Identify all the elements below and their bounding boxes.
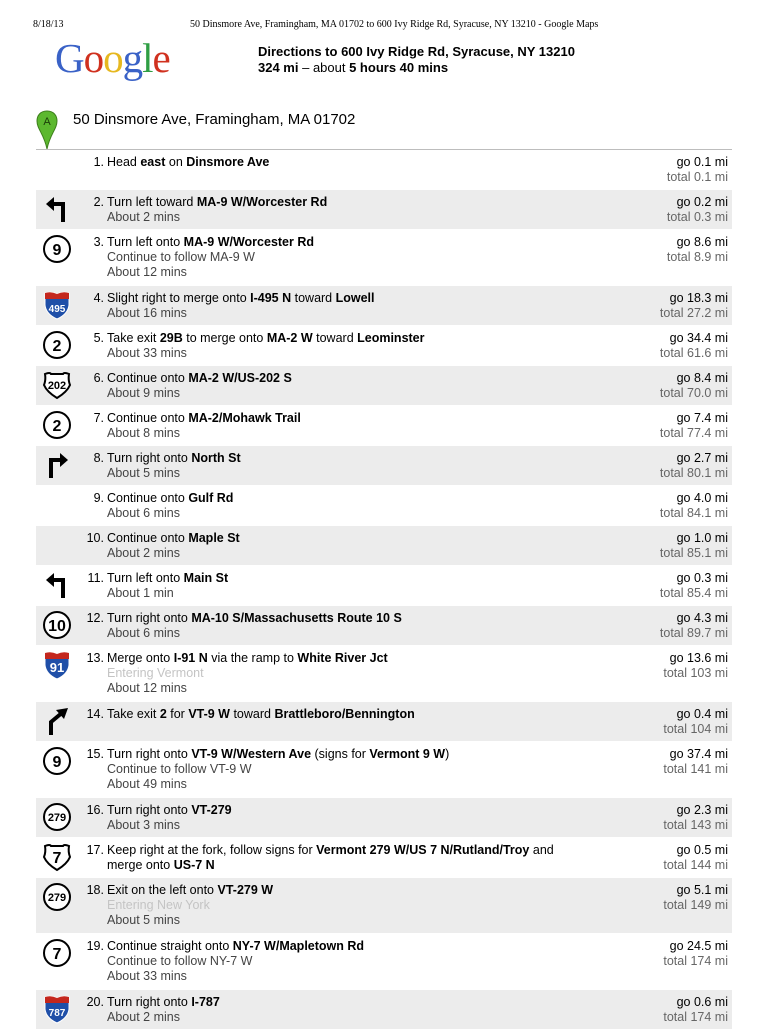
step-distance: go 37.4 mi (669, 747, 728, 761)
road-name: VT-9 W (188, 707, 230, 721)
instruction-text (107, 291, 375, 305)
instruction-fragment: Turn left toward (107, 195, 197, 209)
step-detail: Continue to follow MA-9 W (107, 250, 255, 264)
start-location (36, 108, 732, 152)
step-instruction (107, 155, 587, 170)
instruction-text (107, 411, 301, 425)
road-name: I-91 N (173, 651, 208, 665)
route-summary (258, 44, 575, 76)
marker-letter: A (43, 116, 51, 128)
step-detail: About 3 mins (107, 818, 180, 832)
route-9-shield-icon (42, 746, 72, 776)
instruction-fragment: on (165, 155, 187, 169)
instruction-text (107, 571, 228, 585)
step-instruction (107, 939, 587, 984)
step-instruction (107, 451, 587, 481)
step-number: 2. (93, 195, 104, 209)
instruction-text (107, 235, 314, 249)
road-name: MA-2/Mohawk Trail (188, 411, 301, 425)
direction-step[interactable] (36, 406, 732, 446)
instruction-fragment: Turn right onto (107, 451, 192, 465)
cumulative-distance: total 174 mi (663, 1010, 728, 1024)
logo-letter: G (55, 35, 84, 81)
step-distance: go 0.1 mi (676, 155, 728, 169)
instruction-text (107, 371, 292, 385)
direction-step[interactable] (36, 606, 732, 646)
cumulative-distance: total 85.4 mi (659, 586, 728, 600)
cumulative-distance: total 77.4 mi (659, 426, 728, 440)
instruction-text (107, 747, 449, 761)
direction-step[interactable] (36, 446, 732, 486)
road-name: I-495 N (250, 291, 292, 305)
step-instruction (107, 491, 587, 521)
step-distance: go 34.4 mi (669, 331, 728, 345)
step-number: 13. (86, 651, 104, 665)
interstate-91-shield-icon (42, 650, 72, 680)
step-distance: go 8.4 mi (676, 371, 728, 385)
step-detail: About 2 mins (107, 546, 180, 560)
total-distance: 324 mi (258, 60, 299, 75)
instruction-fragment: Turn right onto (107, 803, 192, 817)
svg-text:495: 495 (48, 304, 66, 315)
svg-text:787: 787 (48, 1008, 66, 1019)
cumulative-distance: total 149 mi (663, 898, 728, 912)
step-number: 17. (86, 843, 104, 857)
instruction-fragment: Slight right to merge onto (107, 291, 251, 305)
step-detail: About 12 mins (107, 265, 187, 279)
direction-step[interactable] (36, 566, 732, 606)
instruction-fragment: toward (312, 331, 358, 345)
print-title: 50 Dinsmore Ave, Framingham, MA 01702 to 600 Ivy Ridge Rd, Syracuse, NY 13210 - Google Maps (190, 19, 599, 30)
instruction-fragment: and merge onto (107, 843, 554, 872)
svg-text:10: 10 (48, 618, 66, 635)
direction-step[interactable] (36, 646, 732, 702)
svg-text:202: 202 (47, 380, 67, 392)
instruction-fragment: Continue onto (107, 531, 189, 545)
step-number: 15. (86, 747, 104, 761)
instruction-text (107, 531, 240, 545)
step-detail: Continue to follow VT-9 W (107, 762, 252, 776)
route-7-shield-icon (42, 938, 72, 968)
step-instruction (107, 707, 587, 722)
road-name: US-7 N (173, 858, 215, 872)
road-name: MA-10 S/Massachusetts Route 10 S (191, 611, 402, 625)
step-number: 7. (93, 411, 104, 425)
step-instruction (107, 331, 587, 361)
step-number: 12. (86, 611, 104, 625)
svg-text:2: 2 (52, 338, 62, 355)
instruction-text (107, 803, 232, 817)
step-distance: go 0.4 mi (676, 707, 728, 721)
road-name: Maple St (188, 531, 240, 545)
road-name: MA-9 W/Worcester Rd (196, 195, 328, 209)
cumulative-distance: total 70.0 mi (659, 386, 728, 400)
step-instruction (107, 195, 587, 225)
road-name: Lowell (335, 291, 375, 305)
step-distance: go 5.1 mi (676, 883, 728, 897)
step-distance: go 18.3 mi (669, 291, 728, 305)
step-detail: About 8 mins (107, 426, 180, 440)
step-instruction (107, 371, 587, 401)
instruction-fragment: Take exit (107, 707, 160, 721)
cumulative-distance: total 0.1 mi (666, 170, 728, 184)
step-instruction (107, 291, 587, 321)
road-name: east (140, 155, 166, 169)
slight-right-icon (42, 706, 72, 736)
road-name: North St (191, 451, 241, 465)
instruction-text (107, 707, 415, 721)
step-detail: Continue to follow NY-7 W (107, 954, 253, 968)
direction-step[interactable] (36, 366, 732, 406)
step-number: 19. (86, 939, 104, 953)
step-distance: go 2.3 mi (676, 803, 728, 817)
instruction-fragment: via the ramp to (207, 651, 298, 665)
route-2-shield-icon (42, 330, 72, 360)
step-number: 8. (93, 451, 104, 465)
instruction-fragment: Turn left onto (107, 571, 184, 585)
direction-step[interactable] (36, 878, 732, 934)
step-distance: go 24.5 mi (669, 939, 728, 953)
route-9-shield-icon (42, 234, 72, 264)
road-name: 2 (159, 707, 167, 721)
instruction-fragment: Merge onto (107, 651, 174, 665)
cumulative-distance: total 143 mi (663, 818, 728, 832)
road-name: Vermont 9 W (369, 747, 446, 761)
instruction-text (107, 883, 273, 897)
step-detail: About 6 mins (107, 626, 180, 640)
step-instruction (107, 883, 587, 928)
step-instruction (107, 995, 587, 1025)
instruction-fragment: Turn right onto (107, 747, 192, 761)
direction-step[interactable] (36, 838, 732, 878)
direction-step[interactable] (36, 150, 732, 190)
step-distance: go 13.6 mi (669, 651, 728, 665)
destination-heading: Directions to 600 Ivy Ridge Rd, Syracuse, NY 13210 (258, 44, 575, 59)
cumulative-distance: total 80.1 mi (659, 466, 728, 480)
step-distance: go 0.3 mi (676, 571, 728, 585)
direction-step[interactable] (36, 702, 732, 742)
route-10-shield-icon (42, 610, 72, 640)
step-detail: About 9 mins (107, 386, 180, 400)
direction-step[interactable] (36, 326, 732, 366)
direction-step[interactable] (36, 190, 732, 230)
directions-list (36, 149, 732, 1030)
interstate-495-shield-icon (42, 290, 72, 320)
instruction-fragment: Keep right at the fork, follow signs for (107, 843, 317, 857)
step-detail: About 33 mins (107, 969, 187, 983)
logo-letter: o (103, 35, 123, 81)
cumulative-distance: total 61.6 mi (659, 346, 728, 360)
road-name: MA-2 W/US-202 S (188, 371, 292, 385)
step-number: 6. (93, 371, 104, 385)
instruction-text (107, 195, 327, 209)
cumulative-distance: total 85.1 mi (659, 546, 728, 560)
instruction-fragment: Continue onto (107, 411, 189, 425)
road-name: Brattleboro/Bennington (274, 707, 415, 721)
cumulative-distance: total 103 mi (663, 666, 728, 680)
us-202-shield-icon (42, 370, 72, 400)
step-number: 14. (86, 707, 104, 721)
svg-text:7: 7 (52, 850, 62, 867)
svg-text:279: 279 (47, 892, 67, 904)
step-number: 9. (93, 491, 104, 505)
logo-letter: e (152, 35, 170, 81)
instruction-fragment: toward (291, 291, 336, 305)
cumulative-distance: total 84.1 mi (659, 506, 728, 520)
step-distance: go 4.3 mi (676, 611, 728, 625)
direction-step[interactable] (36, 798, 732, 838)
step-number: 16. (86, 803, 104, 817)
cumulative-distance: total 0.3 mi (666, 210, 728, 224)
step-distance: go 0.5 mi (676, 843, 728, 857)
direction-step[interactable] (36, 990, 732, 1030)
instruction-fragment: Take exit (107, 331, 160, 345)
step-distance: go 0.2 mi (676, 195, 728, 209)
instruction-fragment: Continue onto (107, 371, 189, 385)
direction-step[interactable] (36, 286, 732, 326)
instruction-text (107, 651, 388, 665)
instruction-fragment: Turn right onto (107, 995, 192, 1009)
svg-text:9: 9 (52, 242, 62, 259)
cumulative-distance: total 144 mi (663, 858, 728, 872)
direction-step[interactable] (36, 934, 732, 990)
instruction-text (107, 939, 364, 953)
step-instruction (107, 803, 587, 833)
instruction-text (107, 331, 425, 345)
instruction-fragment: ) (445, 747, 450, 761)
step-instruction (107, 843, 587, 873)
marker-a-icon (36, 110, 58, 150)
road-name: White River Jct (297, 651, 388, 665)
total-time: 5 hours 40 mins (349, 60, 449, 75)
step-distance: go 1.0 mi (676, 531, 728, 545)
route-2-shield-icon (42, 410, 72, 440)
instruction-text (107, 491, 233, 505)
step-detail: About 6 mins (107, 506, 180, 520)
step-instruction (107, 411, 587, 441)
start-address: 50 Dinsmore Ave, Framingham, MA 01702 (73, 111, 356, 128)
cumulative-distance: total 141 mi (663, 762, 728, 776)
instruction-text (107, 451, 241, 465)
logo-letter: g (122, 35, 143, 81)
step-number: 20. (86, 995, 104, 1009)
step-number: 5. (93, 331, 104, 345)
road-name: MA-2 W (266, 331, 313, 345)
instruction-text (107, 611, 402, 625)
cumulative-distance: total 89.7 mi (659, 626, 728, 640)
logo-letter: o (83, 35, 104, 81)
direction-step[interactable] (36, 230, 732, 286)
direction-step[interactable] (36, 486, 732, 526)
interstate-787-shield-icon (42, 994, 72, 1024)
step-instruction (107, 571, 587, 601)
step-instruction (107, 747, 587, 792)
road-name: VT-9 W/Western Ave (191, 747, 312, 761)
print-date: 8/18/13 (33, 19, 64, 30)
print-header (0, 0, 768, 30)
direction-step[interactable] (36, 742, 732, 798)
logo-letter: l (142, 35, 153, 81)
cumulative-distance: total 27.2 mi (659, 306, 728, 320)
road-name: VT-279 W (217, 883, 274, 897)
turn-right-icon (42, 450, 72, 480)
state-crossing-note: Entering Vermont (107, 666, 204, 680)
step-instruction (107, 235, 587, 280)
instruction-fragment: Turn left onto (107, 235, 184, 249)
instruction-fragment: to merge onto (182, 331, 267, 345)
instruction-fragment: Continue onto (107, 491, 189, 505)
road-name: Leominster (357, 331, 425, 345)
svg-text:91: 91 (49, 660, 65, 675)
instruction-fragment: for (166, 707, 189, 721)
instruction-fragment: (signs for (311, 747, 370, 761)
step-detail: About 5 mins (107, 466, 180, 480)
step-distance: go 7.4 mi (676, 411, 728, 425)
step-detail: About 2 mins (107, 1010, 180, 1024)
route-279-shield-icon (42, 802, 72, 832)
cumulative-distance: total 8.9 mi (666, 250, 728, 264)
road-name: Vermont 279 W/US 7 N/Rutland/Troy (316, 843, 530, 857)
step-number: 10. (86, 531, 104, 545)
road-name: NY-7 W/Mapletown Rd (232, 939, 365, 953)
route-279-shield-icon (42, 882, 72, 912)
instruction-fragment: Continue straight onto (107, 939, 233, 953)
step-detail: About 1 min (107, 586, 174, 600)
step-detail: About 2 mins (107, 210, 180, 224)
step-distance: go 0.6 mi (676, 995, 728, 1009)
svg-text:9: 9 (52, 754, 62, 771)
step-distance: go 4.0 mi (676, 491, 728, 505)
step-detail: About 49 mins (107, 777, 187, 791)
step-detail: About 16 mins (107, 306, 187, 320)
instruction-text (107, 155, 269, 169)
step-number: 1. (93, 155, 104, 169)
road-name: Dinsmore Ave (186, 155, 270, 169)
step-instruction (107, 611, 587, 641)
instruction-fragment: Turn right onto (107, 611, 192, 625)
turn-left-icon (42, 570, 72, 600)
step-detail: About 33 mins (107, 346, 187, 360)
step-detail: About 12 mins (107, 681, 187, 695)
us-7-shield-icon (42, 842, 72, 872)
road-name: I-787 (191, 995, 220, 1009)
instruction-fragment: Exit on the left onto (107, 883, 218, 897)
road-name: 29B (159, 331, 183, 345)
step-number: 4. (93, 291, 104, 305)
distance-time (258, 60, 575, 76)
road-name: Main St (183, 571, 229, 585)
google-logo[interactable] (55, 35, 170, 81)
svg-text:279: 279 (47, 812, 67, 824)
road-name: VT-279 (191, 803, 232, 817)
step-number: 3. (93, 235, 104, 249)
svg-text:2: 2 (52, 418, 62, 435)
instruction-fragment: Head (107, 155, 141, 169)
instruction-text (107, 843, 554, 872)
road-name: MA-9 W/Worcester Rd (183, 235, 315, 249)
state-crossing-note: Entering New York (107, 898, 210, 912)
turn-left-icon (42, 194, 72, 224)
instruction-fragment: toward (229, 707, 275, 721)
road-name: Gulf Rd (188, 491, 234, 505)
step-number: 11. (87, 571, 104, 585)
step-distance: go 2.7 mi (676, 451, 728, 465)
step-instruction (107, 651, 587, 696)
step-instruction (107, 531, 587, 561)
cumulative-distance: total 174 mi (663, 954, 728, 968)
distance-separator: – about (298, 60, 350, 75)
step-number: 18. (86, 883, 104, 897)
step-detail: About 5 mins (107, 913, 180, 927)
step-distance: go 8.6 mi (676, 235, 728, 249)
cumulative-distance: total 104 mi (663, 722, 728, 736)
svg-text:7: 7 (52, 946, 62, 963)
direction-step[interactable] (36, 526, 732, 566)
instruction-text (107, 995, 220, 1009)
